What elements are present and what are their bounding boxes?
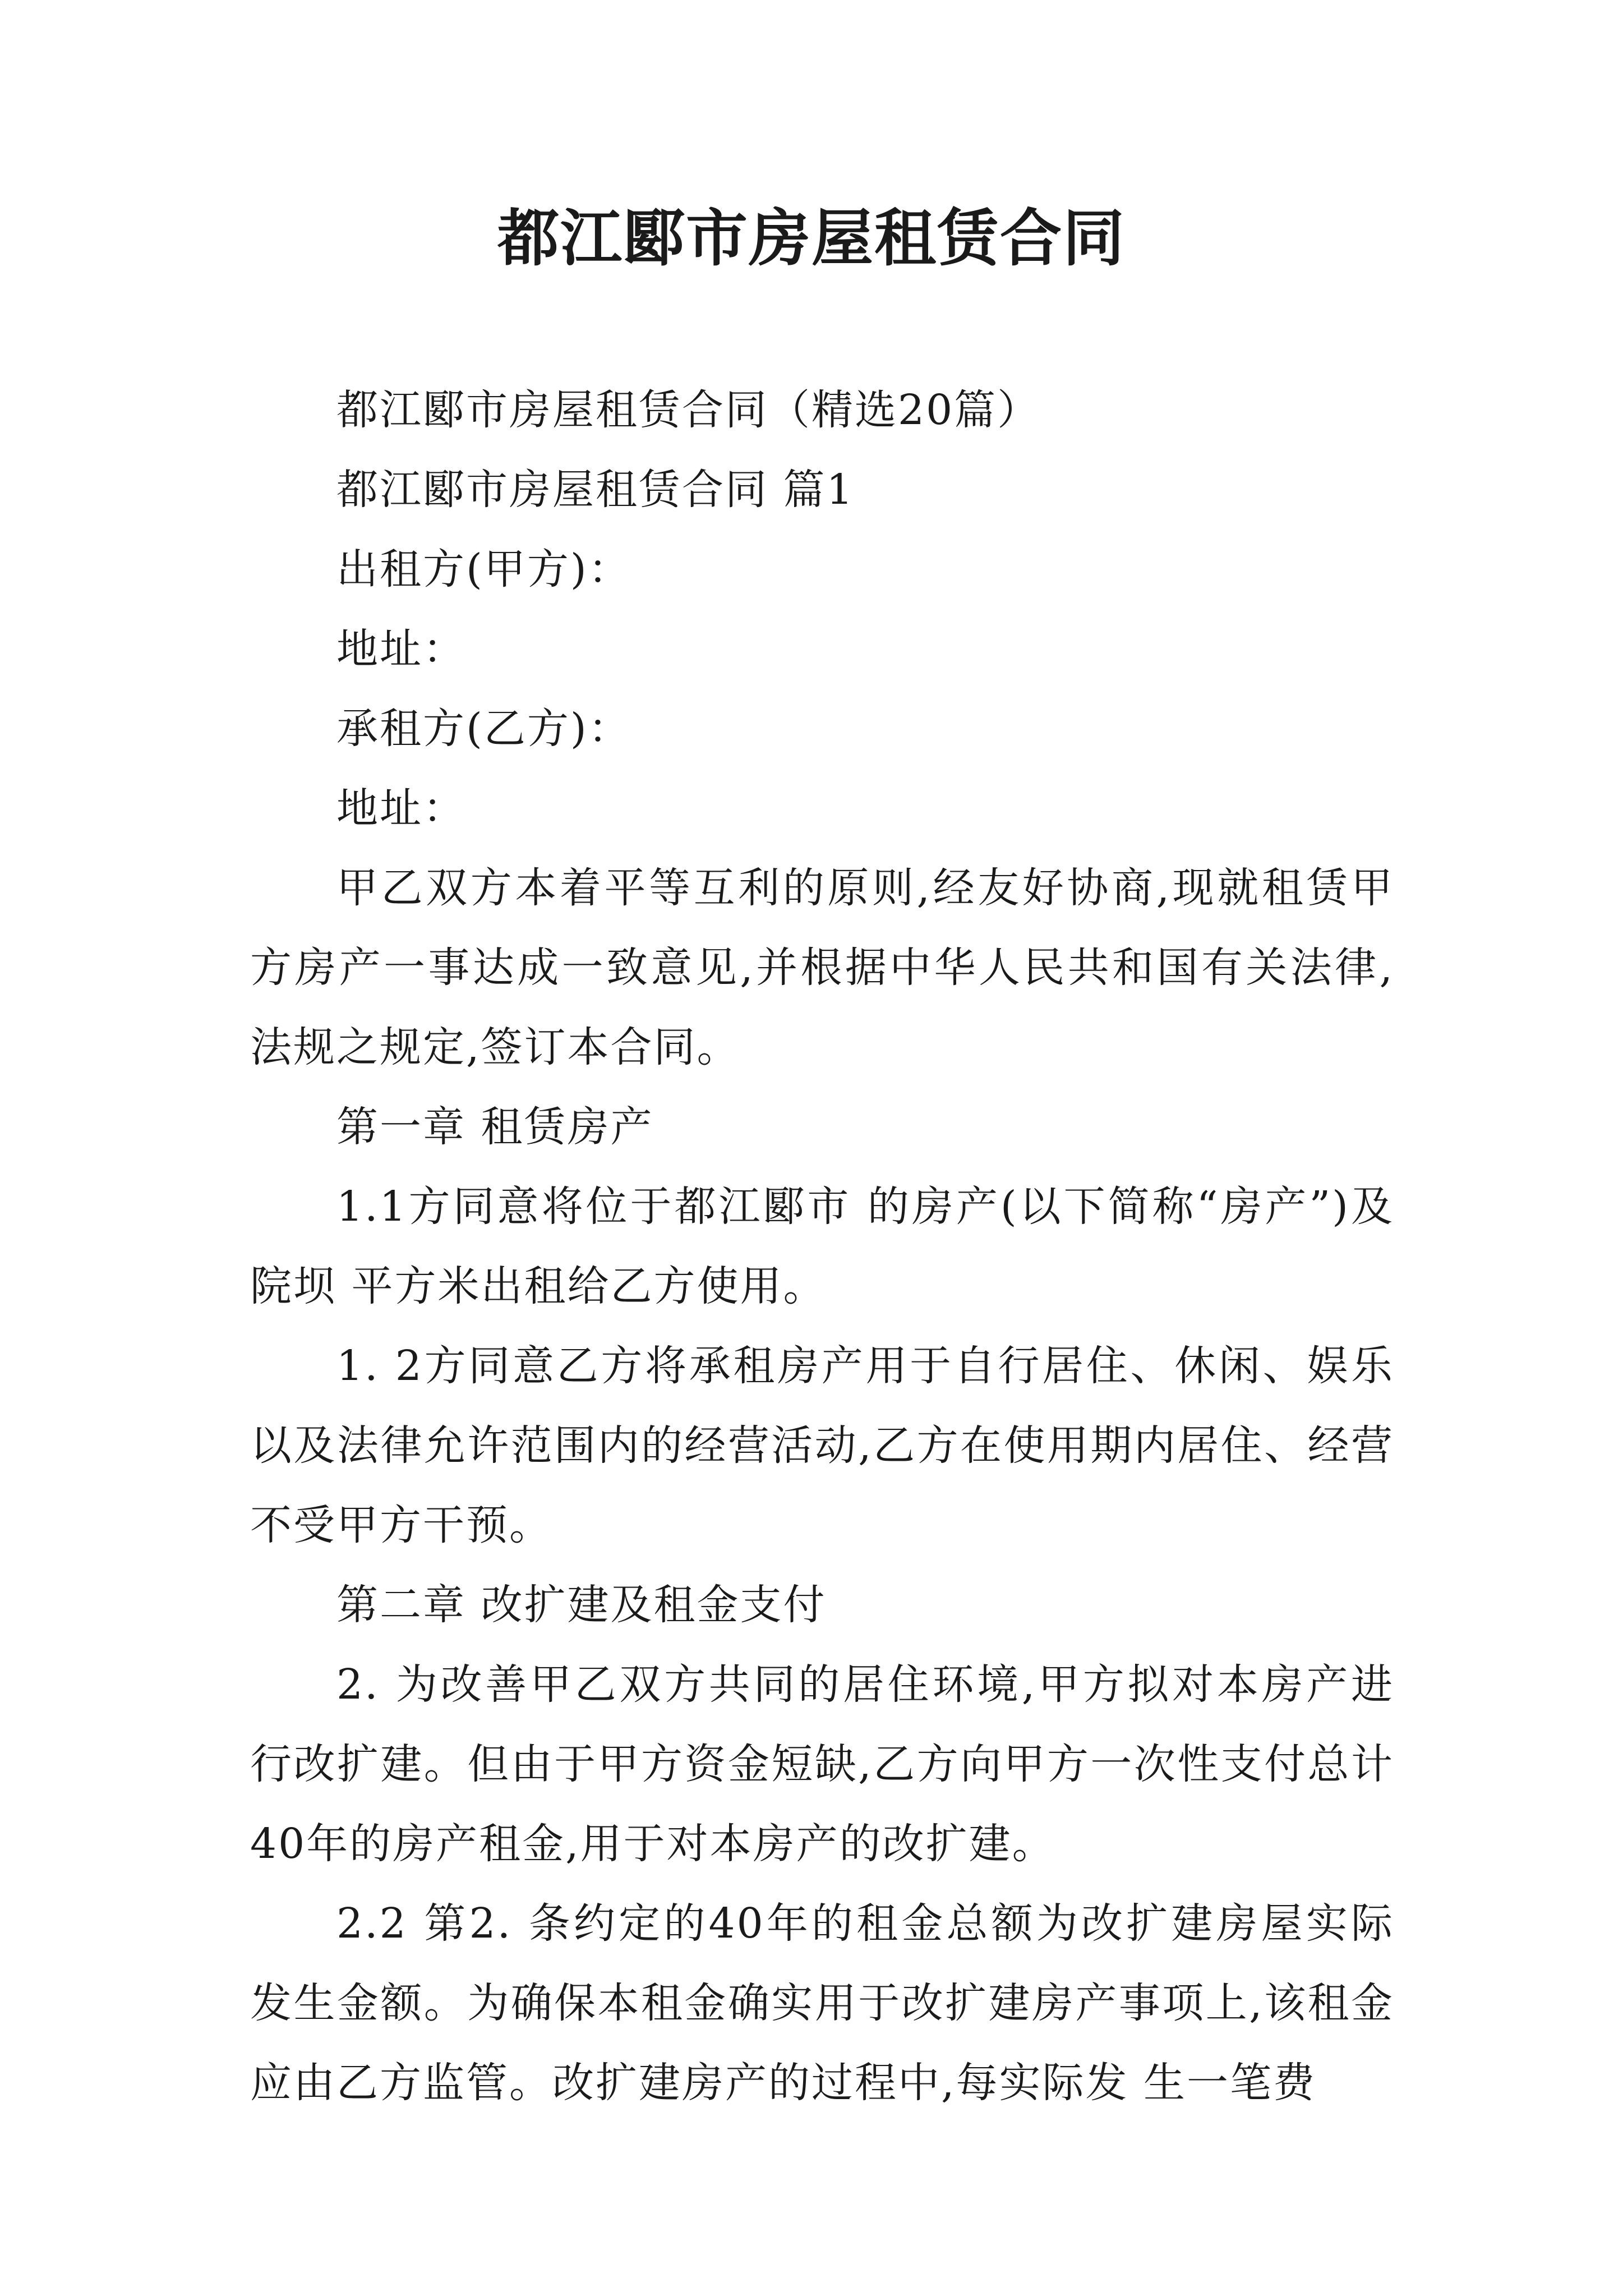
paragraph-clause-2-2: 2.2 第2. 条约定的40年的租金总额为改扩建房屋实际发生金额。为确保本租金确实用于改扩建房产事项上,该租金应由乙方监管。改扩建房产的过程中,每实际发 生一笔费 xyxy=(250,1899,1394,2107)
document-body xyxy=(250,370,1394,2123)
paragraph-lessee: 承租方(乙方)： xyxy=(336,705,631,753)
paragraph-chapter-1-heading: 第一章 租赁房产 xyxy=(336,1103,654,1151)
paragraph-lessor-address: 地址： xyxy=(336,625,466,673)
paragraph-clause-1-2: 1. 2方同意乙方将承租房产用于自行居住、休闲、娱乐以及法律允许范围内的经营活动,乙方在使用期内居住、经营不受甲方干预。 xyxy=(250,1342,1394,1549)
paragraph-article-heading: 都江郾市房屋租赁合同 篇1 xyxy=(336,466,855,514)
paragraph-preamble: 甲乙双方本着平等互利的原则,经友好协商,现就租赁甲方房产一事达成一致意见,并根据中华人民共和国有关法律,法规之规定,签订本合同。 xyxy=(250,864,1394,1071)
paragraph-chapter-2-heading: 第二章 改扩建及租金支付 xyxy=(336,1581,827,1629)
paragraph-clause-2: 2. 为改善甲乙双方共同的居住环境,甲方拟对本房产进行改扩建。但由于甲方资金短缺,乙方向甲方一次性支付总计40年的房产租金,用于对本房产的改扩建。 xyxy=(250,1660,1394,1868)
paragraph-lessor: 出租方(甲方)： xyxy=(336,545,631,593)
paragraph-collection-title: 都江郾市房屋租赁合同（精选20篇） xyxy=(336,386,1041,434)
paragraph-lessee-address: 地址： xyxy=(336,784,466,832)
document-title: 都江郾市房屋租赁合同 xyxy=(497,202,1126,274)
paragraph-clause-1-1: 1.1方同意将位于都江郾市 的房产(以下简称“房产”)及院坝 平方米出租给乙方使用。 xyxy=(250,1182,1394,1310)
